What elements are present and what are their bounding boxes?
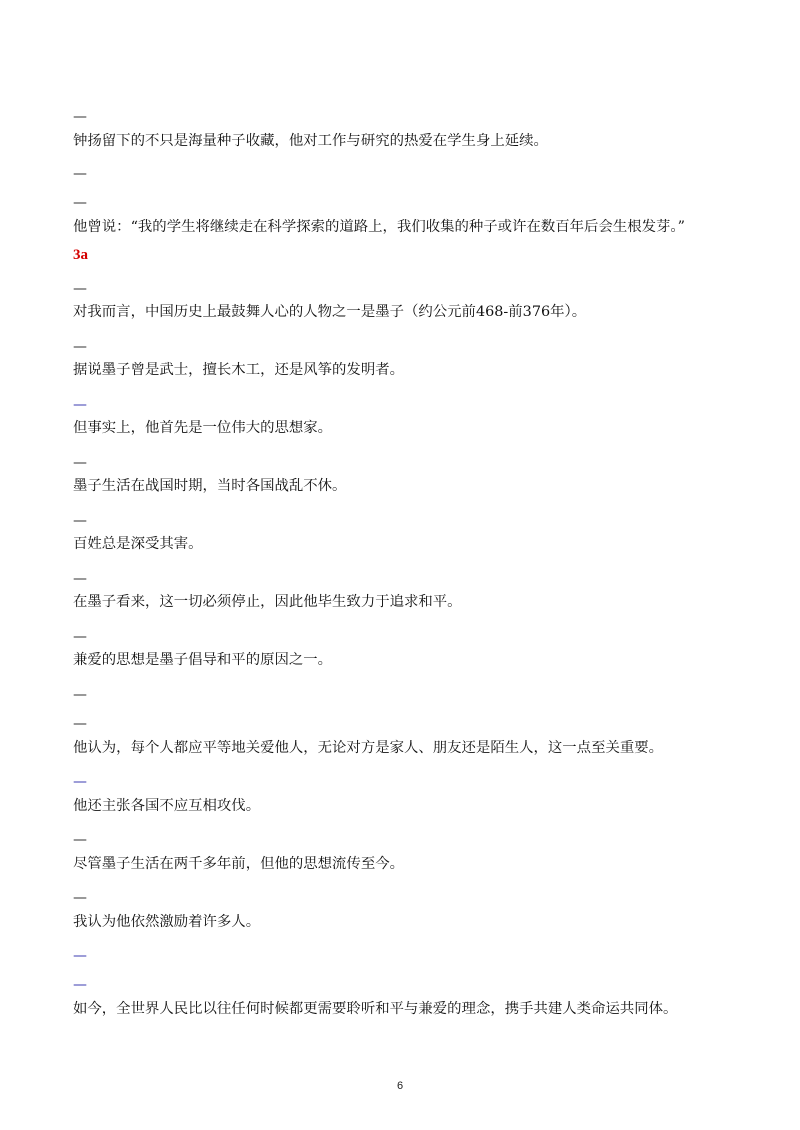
text-line: 如今，全世界人民比以往任何时候都更需要聆听和平与兼爱的理念，携手共建人类命运共同体。 <box>73 1001 678 1017</box>
text-line: 但事实上，他首先是一位伟大的思想家。 <box>73 420 333 436</box>
page-number: 6 <box>396 1080 404 1092</box>
separator-dash: — <box>73 339 87 355</box>
text-line: 他曾说：“我的学生将继续走在科学探索的道路上，我们收集的种子或许在数百年后会生根发芽。” <box>73 219 685 235</box>
text-line: 他认为，每个人都应平等地关爱他人，无论对方是家人、朋友还是陌生人，这一点至关重要。 <box>73 740 664 756</box>
separator-dash: — <box>73 109 87 125</box>
section-heading: 3a <box>73 247 88 263</box>
text-line: 据说墨子曾是武士，擅长木工，还是风筝的发明者。 <box>73 362 404 378</box>
separator-dash: — <box>73 455 87 471</box>
text-line: 墨子生活在战国时期，当时各国战乱不休。 <box>73 478 347 494</box>
text-line: 钟扬留下的不只是海量种子收藏，他对工作与研究的热爱在学生身上延续。 <box>73 133 548 149</box>
text-line: 对我而言，中国历史上最鼓舞人心的人物之一是墨子（约公元前468-前376年）。 <box>73 304 587 320</box>
separator-dash: — <box>73 716 87 732</box>
separator-dash: — <box>73 687 87 703</box>
separator-dash: — <box>73 948 87 964</box>
separator-dash: — <box>73 832 87 848</box>
separator-dash: — <box>73 281 87 297</box>
separator-dash: — <box>73 774 87 790</box>
separator-dash: — <box>73 629 87 645</box>
separator-dash: — <box>73 166 87 182</box>
text-line: 兼爱的思想是墨子倡导和平的原因之一。 <box>73 652 333 668</box>
text-line: 他还主张各国不应互相攻伐。 <box>73 798 261 814</box>
separator-dash: — <box>73 397 87 413</box>
separator-dash: — <box>73 513 87 529</box>
text-line: 在墨子看来，这一切必须停止，因此他毕生致力于追求和平。 <box>73 594 462 610</box>
separator-dash: — <box>73 890 87 906</box>
separator-dash: — <box>73 195 87 211</box>
text-line: 百姓总是深受其害。 <box>73 536 203 552</box>
separator-dash: — <box>73 977 87 993</box>
separator-dash: — <box>73 571 87 587</box>
text-line: 尽管墨子生活在两千多年前，但他的思想流传至今。 <box>73 856 404 872</box>
text-line: 我认为他依然激励着许多人。 <box>73 914 261 930</box>
